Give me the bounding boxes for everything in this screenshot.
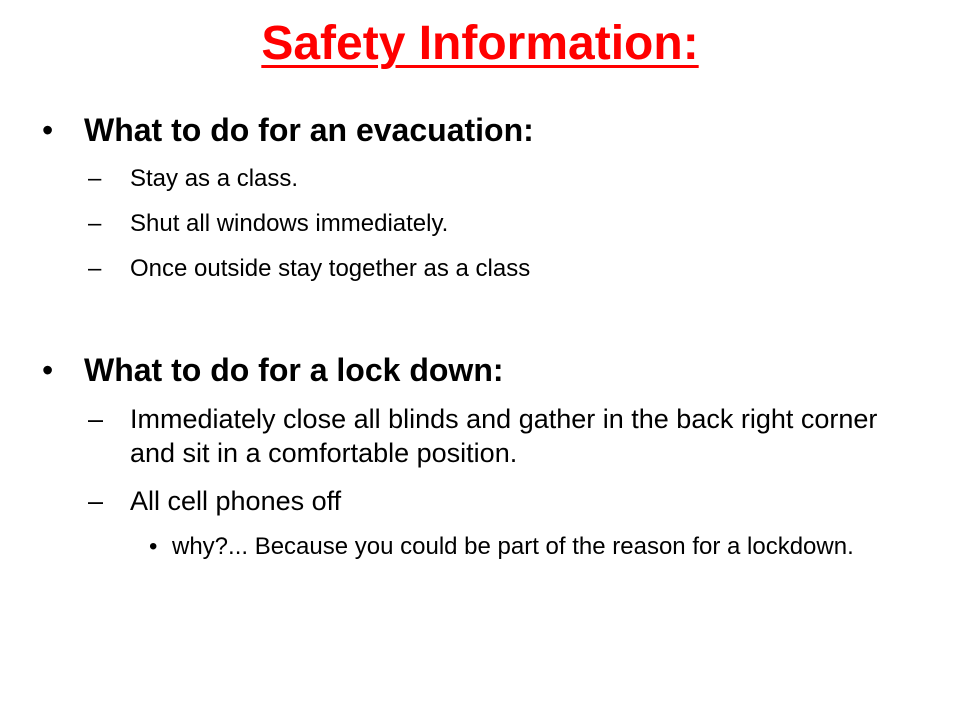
dash-icon: – bbox=[88, 404, 104, 434]
evacuation-item bbox=[42, 209, 922, 239]
dash-icon: – bbox=[88, 165, 102, 192]
lockdown-item-text: Immediately close all blinds and gather in the back right corner and sit in a comfortable position. bbox=[130, 404, 878, 468]
lockdown-heading: What to do for a lock down: bbox=[84, 352, 504, 388]
lockdown-item bbox=[42, 484, 922, 518]
dash-icon: – bbox=[88, 210, 102, 237]
lockdown-sub-item-text: why?... Because you could be part of the reason for a lockdown. bbox=[172, 533, 854, 560]
lockdown-sub-item bbox=[42, 532, 922, 562]
evacuation-item bbox=[42, 254, 922, 284]
lockdown-heading-item bbox=[42, 350, 922, 390]
lockdown-item-text: All cell phones off bbox=[130, 486, 342, 516]
evacuation-item-text: Stay as a class. bbox=[130, 165, 299, 192]
lockdown-item bbox=[42, 402, 922, 470]
evacuation-item-text: Once outside stay together as a class bbox=[130, 255, 531, 282]
evacuation-item bbox=[42, 164, 922, 194]
evacuation-heading: What to do for an evacuation: bbox=[84, 112, 534, 148]
evacuation-heading-item bbox=[42, 110, 922, 150]
evacuation-item-text: Shut all windows immediately. bbox=[130, 210, 449, 237]
slide-body bbox=[42, 110, 922, 562]
bullet-icon: • bbox=[149, 533, 158, 560]
dash-icon: – bbox=[88, 255, 102, 282]
slide-title: Safety Information: bbox=[261, 17, 699, 70]
dash-icon: – bbox=[88, 486, 104, 516]
bullet-icon: • bbox=[42, 352, 54, 388]
bullet-icon: • bbox=[42, 112, 54, 148]
